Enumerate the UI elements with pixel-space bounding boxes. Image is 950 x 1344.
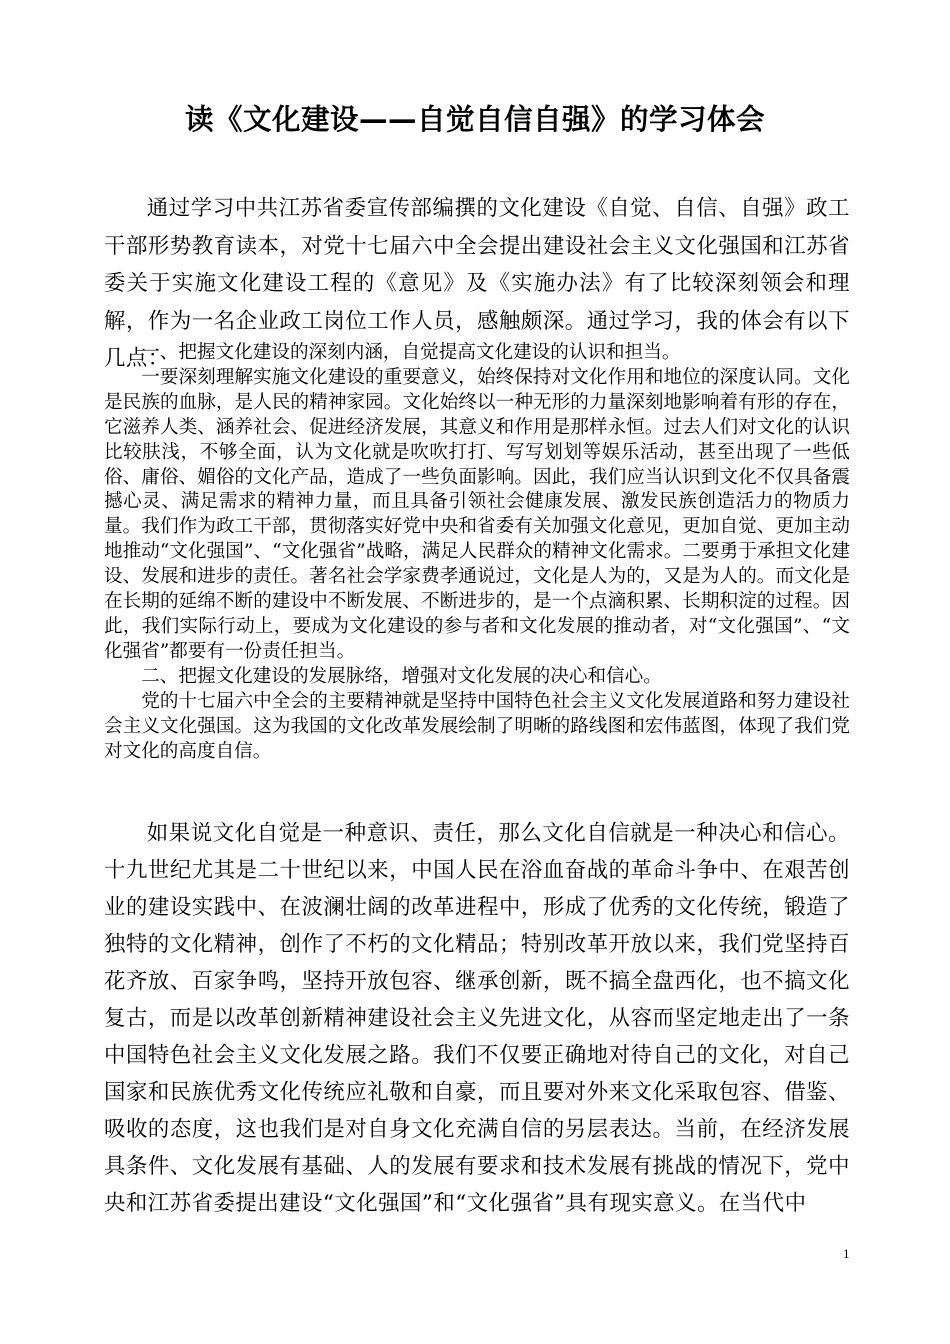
paragraph-section-one: 一要深刻理解实施文化建设的重要意义，始终保持对文化作用和地位的深度认同。文化是民族的血脉，是人民的精神家园。文化始终以一种无形的力量深刻地影响着有形的存在，它滋养人类、涵养社会、促进经济发展，其意义和作用是那样永恒。过去人们对文化的认识比较肤浅，不够全面，认为文化就是吹吹打打、写写划划等娱乐活动，甚至出现了一些低俗、庸俗、媚俗的文化产品，造成了一些负面影响。因此，我们应当认识到文化不仅具备震撼心灵、满足需求的精神力量，而且具备引领社会健康发展、激发民族创造活力的物质力量。我们作为政工干部，贯彻落实好党中央和省委有关加强文化意见，更加自觉、更加主动地推动“文化强国”、“文化强省”战略，满足人民群众的精神文化需求。二要勇于承担文化建设、发展和进步的责任。著名社会学家费孝通说过，文化是人为的，又是为人的。而文化是在长期的延绵不断的建设中不断发展、不断进步的，是一个点滴积累、长期积淀的过程。因此，我们实际行动上，要成为文化建设的参与者和文化发展的推动者，对“文化强国”、“文化强省”都要有一份责任担当。	[104, 366, 850, 662]
closing-block	[104, 815, 850, 1222]
paragraph-section-two: 党的十七届六中全会的主要精神就是坚持中国特色社会主义文化发展道路和努力建设社会主义文化强国。这为我国的文化改革发展绘制了明晰的路线图和宏伟蓝图，体现了我们党对文化的高度自信。	[104, 690, 850, 762]
dense-block	[104, 341, 850, 764]
heading-section-two: 二、把握文化建设的发展脉络，增强对文化发展的决心和信心。	[141, 665, 662, 687]
heading-section-one: 一、把握文化建设的深刻内涵，自觉提高文化建设的认识和担当。	[141, 342, 681, 363]
document-title: 读《文化建设——自觉自信自强》的学习体会	[184, 103, 765, 136]
page-number: 1	[843, 1246, 850, 1261]
paragraph-confidence: 如果说文化自觉是一种意识、责任，那么文化自信就是一种决心和信心。十九世纪尤其是二十世纪以来，中国人民在浴血奋战的革命斗争中、在艰苦创业的建设实践中、在波澜壮阔的改革进程中，形成了优秀的文化传统，锻造了独特的文化精神，创作了不朽的文化精品；特别改革开放以来，我们党坚持百花齐放、百家争鸣，坚持开放包容、继承创新，既不搞全盘西化，也不搞文化复古，而是以改革创新精神建设社会主义先进文化，从容而坚定地走出了一条中国特色社会主义文化发展之路。我们不仅要正确地对待自己的文化，对自己国家和民族优秀文化传统应礼敬和自豪，而且要对外来文化采取包容、借鉴、吸收的态度，这也我们是对自身文化充满自信的另层表达。当前，在经济发展具条件、文化发展有基础、人的发展有要求和技术发展有挑战的情况下，党中央和江苏省委提出建设“文化强国”和“文化强省”具有现实意义。在当代中	[104, 821, 850, 1216]
paragraph-intro: 通过学习中共江苏省委宣传部编撰的文化建设《自觉、自信、自强》政工干部形势教育读本，对党十七届六中全会提出建设社会主义文化强国和江苏省委关于实施文化建设工程的《意见》及《实施办法》有了比较深刻领会和理解，作为一名企业政工岗位工作人员，感触颇深。通过学习，我的体会有以下几点：	[104, 196, 850, 371]
